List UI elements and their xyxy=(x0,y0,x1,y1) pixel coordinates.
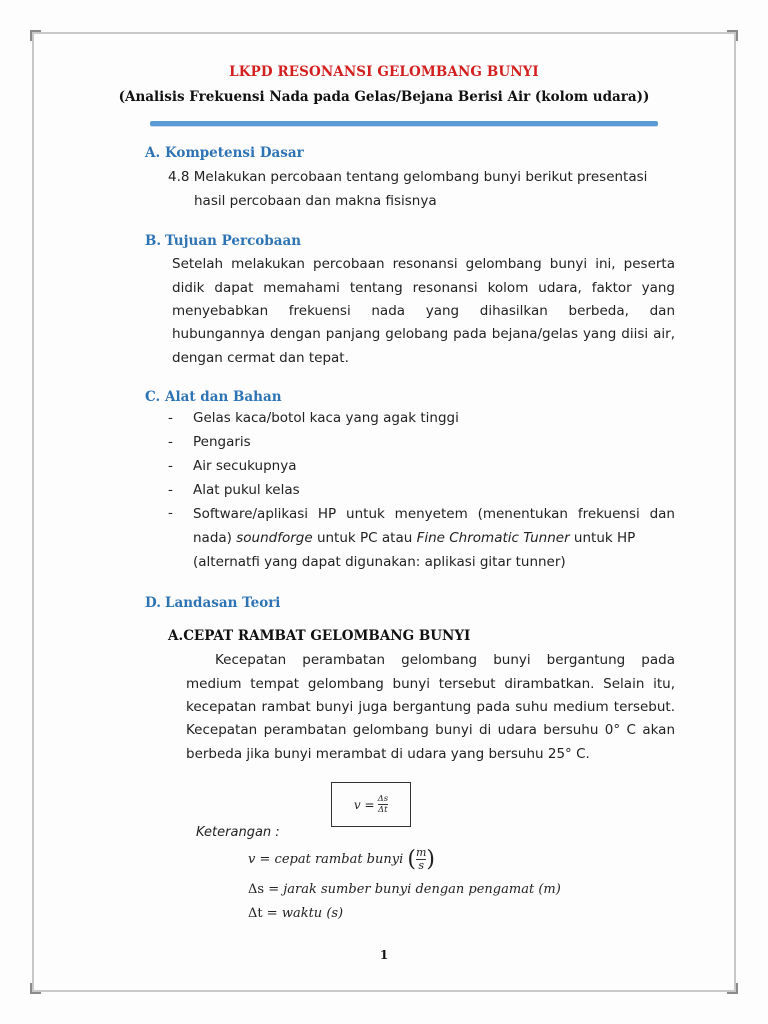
list-dash: - xyxy=(168,458,173,474)
heading-letter: B. xyxy=(145,233,162,249)
list-item-text: Gelas kaca/botol kaca yang agak tinggi xyxy=(193,410,459,426)
heading-letter: A. xyxy=(145,145,161,161)
def-text: cepat rambat bunyi xyxy=(274,852,404,867)
subheading-letter: A. xyxy=(168,628,184,644)
keterangan-label: Keterangan : xyxy=(196,825,280,840)
heading-text: Alat dan Bahan xyxy=(165,389,282,405)
tujuan-line-2: didik dapat memahami tentang resonansi kolom udara, faktor yang xyxy=(172,280,675,296)
def-text: waktu xyxy=(281,906,323,921)
software-name: Fine Chromatic Tunner xyxy=(416,530,570,546)
software-line-3: (alternatfi yang dapat digunakan: aplikasi gitar tunner) xyxy=(193,554,566,570)
list-dash: - xyxy=(168,410,173,426)
document-subtitle: (Analisis Frekuensi Nada pada Gelas/Bejana Berisi Air (kolom udara)) xyxy=(118,89,650,105)
tujuan-line-5: dengan cermat dan tepat. xyxy=(172,350,349,366)
software-line-2 xyxy=(193,527,635,551)
subheading-cepat-rambat xyxy=(168,628,470,644)
def-text: jarak sumber bunyi dengan pengamat xyxy=(283,882,535,897)
unit-numerator: m xyxy=(415,846,427,859)
definition-v: v = cepat rambat bunyi ( $\frac{m}{s}$ ) xyxy=(248,846,436,872)
formula-box xyxy=(331,782,411,827)
software-text: nada) xyxy=(193,530,237,546)
page-number: 1 xyxy=(379,948,389,962)
title-divider xyxy=(150,121,658,126)
tujuan-line-4: hubungannya dengan panjang gelobang pada bejana/gelas yang diisi air, xyxy=(172,326,675,342)
kd-line-1: 4.8 Melakukan percobaan tentang gelombang bunyi berikut presentasi xyxy=(168,169,648,185)
heading-landasan-teori xyxy=(145,595,280,611)
list-dash: - xyxy=(168,434,173,450)
software-name: soundforge xyxy=(236,530,313,546)
list-item-text: Pengaris xyxy=(193,434,251,450)
corner-mark xyxy=(727,30,738,41)
software-text: untuk HP xyxy=(569,530,636,546)
software-text: untuk PC atau xyxy=(312,530,417,546)
heading-text: Tujuan Percobaan xyxy=(165,233,302,249)
unit-fraction xyxy=(416,847,426,872)
heading-text: Landasan Teori xyxy=(165,595,281,611)
list-dash: - xyxy=(168,482,173,498)
heading-letter: C. xyxy=(145,389,161,405)
heading-letter: D. xyxy=(145,595,161,611)
heading-kompetensi-dasar xyxy=(145,145,304,161)
tujuan-line-3: menyebabkan frekuensi nada yang dihasilkan berbeda, dan xyxy=(172,303,675,319)
teori-line-4: Kecepatan perambatan gelombang bunyi di udara bersuhu 0° C akan xyxy=(186,722,675,738)
def-unit: (s) xyxy=(326,906,344,921)
formula-lhs: v = xyxy=(353,797,375,812)
list-item-text: Air secukupnya xyxy=(193,458,297,474)
software-line-1: Software/aplikasi HP untuk menyetem (menentukan frekuensi dan xyxy=(193,506,675,522)
heading-tujuan-percobaan xyxy=(145,233,301,249)
definition-delta-s xyxy=(248,882,561,897)
list-item-text: Alat pukul kelas xyxy=(193,482,300,498)
corner-mark xyxy=(727,983,738,994)
corner-mark xyxy=(30,983,41,994)
tujuan-line-1: Setelah melakukan percobaan resonansi gelombang bunyi ini, peserta xyxy=(172,256,675,272)
kd-line-2: hasil percobaan dan makna fisisnya xyxy=(194,193,437,209)
def-symbol: Δt xyxy=(248,906,263,921)
subheading-text: CEPAT RAMBAT GELOMBANG BUNYI xyxy=(183,628,471,644)
document-title: LKPD RESONANSI GELOMBANG BUNYI xyxy=(229,64,539,80)
teori-line-3: kecepatan rambat bunyi juga bergantung pada suhu medium tersebut. xyxy=(186,699,675,715)
def-symbol: v xyxy=(248,852,256,867)
list-dash: - xyxy=(168,505,173,521)
definition-delta-t xyxy=(248,906,343,921)
heading-text: Kompetensi Dasar xyxy=(165,145,304,161)
def-equals: = xyxy=(259,852,271,867)
unit-denominator: s xyxy=(418,859,425,872)
teori-line-1: Kecepatan perambatan gelombang bunyi bergantung pada xyxy=(215,652,675,668)
def-equals: = xyxy=(266,906,278,921)
heading-alat-dan-bahan xyxy=(145,389,282,405)
formula-fraction xyxy=(378,794,389,815)
def-unit: (m) xyxy=(538,882,561,897)
corner-mark xyxy=(30,30,41,41)
teori-line-5: berbeda jika bunyi merambat di udara yang bersuhu 25° C. xyxy=(186,746,590,762)
formula-denominator: Δt xyxy=(378,805,388,815)
teori-line-2: medium tempat gelombang bunyi tersebut dirambatkan. Selain itu, xyxy=(186,676,675,692)
def-equals: = xyxy=(268,882,280,897)
def-symbol: Δs xyxy=(248,882,265,897)
formula-numerator: Δs xyxy=(377,794,389,804)
